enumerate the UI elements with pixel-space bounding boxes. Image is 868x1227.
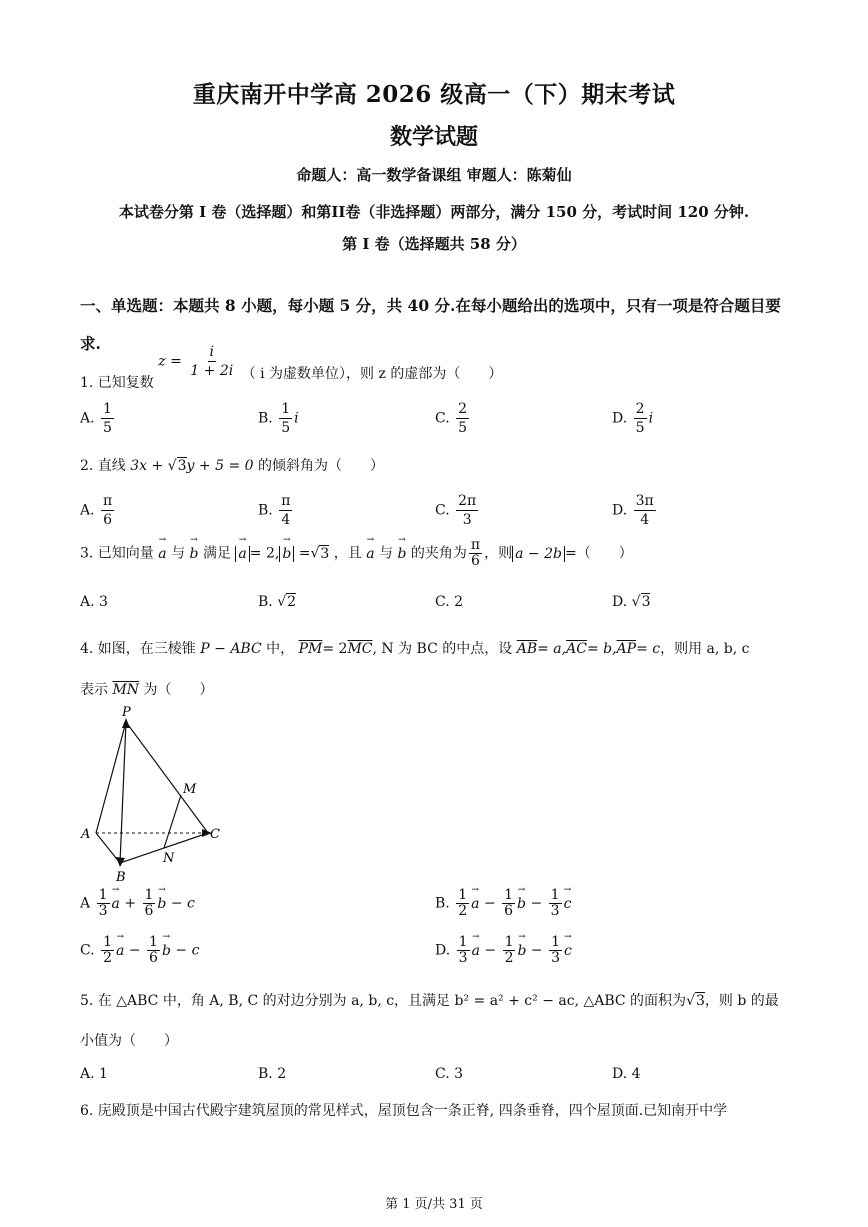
q4-l1c: , N 为 BC 的中点，设 — [372, 641, 513, 657]
q3-option-c[interactable]: C. 2 — [435, 594, 464, 610]
q1-prefix: 1. 已知复数 — [80, 374, 154, 391]
q4-a-d2: 6 — [144, 903, 154, 919]
q1-a-den: 5 — [103, 420, 112, 436]
q1-option-b[interactable] — [258, 400, 299, 437]
q1-b-tail: i — [294, 410, 299, 427]
q5-option-a[interactable]: A. 1 — [80, 1066, 108, 1082]
question-1-stem — [80, 343, 503, 391]
q1-den: 1 + 2i — [190, 363, 234, 379]
q3-vec-a2: → a — [366, 546, 374, 562]
q4-d-op2: − — [530, 942, 543, 959]
q1-suffix: （ i 为虚数单位），则 z 的虚部为（ ） — [241, 365, 503, 382]
q3-text4: 的夹角为 — [410, 545, 467, 562]
q2-option-a[interactable] — [80, 492, 116, 529]
q2-a-den: 6 — [103, 512, 113, 528]
q4-d-d2: 2 — [504, 950, 514, 966]
q3-text1: 3. 已知向量 — [80, 545, 154, 562]
q4-ab: $\overline{AB}$ — [516, 641, 538, 657]
q4-option-d[interactable] — [435, 935, 572, 966]
q4-d-n1: 1 — [458, 934, 468, 950]
q1-b-label: B. — [258, 410, 273, 427]
q3-cond1: → a — [238, 546, 246, 562]
q2-option-c[interactable] — [435, 492, 480, 529]
q4-b-v3: → c — [564, 896, 572, 912]
question-5-stem-line2: 小值为（ ） — [80, 1033, 178, 1049]
q5-option-d[interactable]: D. 4 — [612, 1066, 641, 1082]
q2-a-label: A. — [80, 502, 95, 519]
q4-a-v1: → a — [112, 896, 120, 912]
q5-root: 3 — [695, 993, 705, 1009]
q3-vec-a: → a — [158, 546, 166, 562]
q4-a-op1: + — [124, 895, 137, 912]
label-c: C — [210, 827, 220, 842]
q4-b-n3: 1 — [550, 887, 560, 903]
q4-l2a: 表示 — [80, 682, 108, 698]
section-heading: 一、单选题：本题共 8 小题，每小题 5 分，共 40 分.在每小题给出的选项中，只有一项是符合题目要求. — [80, 296, 781, 353]
q5-option-b[interactable]: B. 2 — [258, 1066, 287, 1082]
part-heading: 第 I 卷（选择题共 58 分） — [342, 235, 526, 253]
q1-b-den: 5 — [281, 420, 291, 436]
q1-d-tail: i — [648, 410, 654, 427]
q3-vec-b2: → b — [397, 546, 406, 562]
q4-d-op1: − — [484, 942, 497, 959]
q4-b-v1: → a — [471, 896, 479, 912]
q4-d-n3: 1 — [551, 934, 561, 950]
edge-pc — [126, 722, 208, 833]
q4-b-d1: 2 — [458, 903, 468, 919]
q4-mn: $\overline{MN}$ — [112, 682, 140, 698]
q4-c-label: C. — [80, 942, 95, 959]
q3-d-label: D. — [612, 594, 628, 610]
q3-angle-den: 6 — [471, 553, 480, 569]
q3-text5: ，则 — [484, 545, 513, 562]
q4-d-v1: → a — [472, 943, 480, 959]
q2-option-d[interactable] — [612, 492, 658, 529]
q4-av: = a, — [537, 641, 567, 657]
q4-b-op1: − — [483, 895, 496, 912]
q2-b-label: B. — [258, 502, 273, 519]
q3-option-b[interactable]: B. √2 — [258, 594, 297, 610]
q4-b-op2: − — [530, 895, 543, 912]
q2-d-num: 3π — [635, 493, 654, 509]
q3-root: 3 — [320, 545, 330, 562]
q1-c-num: 2 — [458, 401, 468, 417]
q4-c-v1: → a — [116, 943, 124, 959]
q1-a-label: A. — [80, 410, 95, 427]
q4-d-v3: → c — [564, 943, 572, 959]
label-n: N — [163, 851, 175, 866]
q4-l2b: 为（ ） — [143, 682, 214, 698]
q4-pabc: P − ABC — [200, 641, 262, 657]
q1-b-num: 1 — [281, 401, 291, 417]
q4-b-n2: 1 — [504, 887, 514, 903]
q4-c-d1: 2 — [103, 950, 113, 966]
q4-option-c[interactable] — [80, 935, 199, 966]
q4-ac: $\overline{AC}$ — [566, 641, 587, 657]
q1-num: i — [209, 344, 214, 360]
q2-option-b[interactable] — [258, 492, 294, 529]
q1-fraction — [188, 343, 235, 380]
q2-b-num: π — [281, 493, 291, 509]
q4-c-n1: 1 — [103, 934, 113, 950]
exam-subject: 数学试题 — [389, 124, 478, 150]
q1-lhs: z = — [158, 353, 182, 370]
q2-d-den: 4 — [640, 512, 650, 528]
q1-c-den: 5 — [458, 420, 468, 436]
q4-d-d1: 3 — [458, 950, 468, 966]
q1-option-a[interactable] — [80, 400, 116, 437]
q3-option-a[interactable]: A. 3 — [80, 594, 108, 610]
question-3-stem: 3. 已知向量 → a 与 → b 满足 → a = 2, → b =√3 ，且 → a 与 → b 的夹角为 $\frac{\pi}{6}$ ，则 a − 2b =（ ） — [80, 538, 633, 569]
q3-cond2: → b — [282, 546, 291, 562]
q3-expr: a − 2b — [512, 546, 565, 562]
q4-c-d2: 6 — [149, 950, 158, 966]
q4-d-n2: 1 — [504, 934, 514, 950]
exam-intro: 本试卷分第 I 卷（选择题）和第II卷（非选择题）两部分，满分 150 分，考试时间 120 分钟. — [118, 203, 750, 221]
q2-c-den: 3 — [462, 512, 472, 528]
segment-mn — [164, 795, 181, 848]
q4-b-d2: 6 — [504, 903, 514, 919]
q3-vec-b: → b — [190, 546, 199, 562]
q3-d-root: 3 — [641, 594, 651, 610]
question-6-stem: 6. 庑殿顶是中国古代殿宇建筑屋顶的常见样式，屋顶包含一条正脊, 四条垂脊，四个屋顶面.已知南开中学 — [80, 1103, 728, 1119]
q4-l1d: ，则用 a, b, c — [660, 641, 750, 657]
question-2-stem: 2. 直线 3x + √3y + 5 = 0 的倾斜角为（ ） — [80, 458, 384, 474]
q2-d-label: D. — [612, 502, 628, 519]
q1-option-c[interactable] — [435, 400, 471, 437]
q2-c-num: 2π — [458, 493, 477, 509]
page-number: 第 1 页/共 31 页 — [385, 1197, 483, 1212]
q4-mc: $\overline{MC}$ — [347, 641, 373, 657]
q4-cv: = c — [636, 641, 661, 657]
q4-c-n2: 1 — [149, 934, 158, 950]
q4-d-d3: 3 — [551, 950, 561, 966]
edge-ab — [96, 833, 120, 863]
q4-a-v2: → b — [157, 896, 166, 912]
q4-b-label: B. — [435, 895, 450, 912]
q1-d-den: 5 — [635, 420, 645, 436]
q5-line1b: ，则 b 的最 — [704, 993, 779, 1009]
exam-title: 重庆南开中学高 2026 级高一（下）期末考试 — [192, 81, 676, 108]
q2-eq-root: 3 — [177, 458, 187, 474]
q4-a-label: A — [80, 895, 91, 912]
q3-and: 与 — [171, 545, 186, 562]
q4-bv: = b, — [586, 641, 617, 657]
q4-option-b[interactable] — [435, 888, 571, 919]
q3-eq1: = 2, — [249, 545, 280, 562]
q4-b-d3: 3 — [550, 903, 560, 919]
q2-a-num: π — [103, 493, 113, 509]
q3-text2: 满足 — [202, 545, 231, 562]
question-5-stem: 5. 在 △ABC 中，角 A, B, C 的对边分别为 a, b, c，且满足 b² = a² + c² − ac, △ABC 的面积为√3，则 b 的最 — [80, 993, 779, 1009]
q4-l1b: 中， — [266, 641, 295, 657]
q2-eq-b: y + 5 = 0 — [186, 458, 254, 474]
label-b: B — [116, 870, 126, 885]
q3-angle-num: π — [470, 537, 481, 553]
q3-text3: ，且 — [333, 545, 362, 562]
q4-a-n1: 1 — [98, 887, 108, 903]
q4-pm: $\overline{PM}$ — [298, 641, 323, 657]
q4-c-rest: − c — [175, 942, 200, 959]
q4-l1a: 4. 如图，在三棱锥 — [80, 641, 196, 657]
tetrahedron-figure — [78, 700, 228, 885]
q4-b-v2: → b — [517, 896, 526, 912]
q3-eq2: = — [298, 545, 311, 562]
q3-option-d[interactable]: D. √3 — [612, 594, 651, 610]
q3-and2: 与 — [379, 545, 394, 562]
q4-b-n1: 1 — [458, 887, 468, 903]
q2-b-den: 4 — [281, 512, 291, 528]
q1-d-label: D. — [612, 410, 628, 427]
q3-text6: =（ ） — [564, 545, 633, 562]
q5-option-c[interactable]: C. 3 — [435, 1066, 464, 1082]
q4-c-op1: − — [128, 942, 141, 959]
label-a: A — [81, 827, 91, 842]
q1-d-num: 2 — [635, 401, 645, 417]
label-m: M — [183, 782, 197, 797]
q4-d-v2: → b — [517, 943, 526, 959]
q1-option-d[interactable] — [612, 400, 653, 437]
q1-c-label: C. — [435, 410, 450, 427]
q4-d-label: D. — [435, 942, 451, 959]
label-p: P — [122, 705, 131, 720]
q4-a-d1: 3 — [98, 903, 108, 919]
q2-prefix: 2. 直线 — [80, 458, 126, 474]
q5-line1: 5. 在 △ABC 中，角 A, B, C 的对边分别为 a, b, c，且满足 b² = a² + c² − ac, △ABC 的面积为 — [80, 993, 687, 1009]
q2-eq-a: 3x + — [130, 458, 168, 474]
q4-a-n2: 1 — [144, 887, 154, 903]
q4-option-a[interactable] — [80, 888, 195, 919]
q2-suffix: 的倾斜角为（ ） — [258, 458, 384, 474]
q3-b-label: B. — [258, 594, 273, 610]
q4-a-rest: − c — [170, 895, 195, 912]
q2-c-label: C. — [435, 502, 450, 519]
question-4-stem — [80, 638, 750, 658]
q1-a-num: 1 — [103, 401, 112, 417]
q4-c-v2: → b — [162, 943, 171, 959]
q3-b-root: 2 — [287, 594, 297, 610]
question-4-stem-line2 — [80, 679, 214, 699]
q4-ap: $\overline{AP}$ — [616, 641, 637, 657]
exam-authors: 命题人：高一数学备课组 审题人：陈菊仙 — [296, 166, 572, 184]
q4-eq: = 2 — [322, 641, 348, 657]
